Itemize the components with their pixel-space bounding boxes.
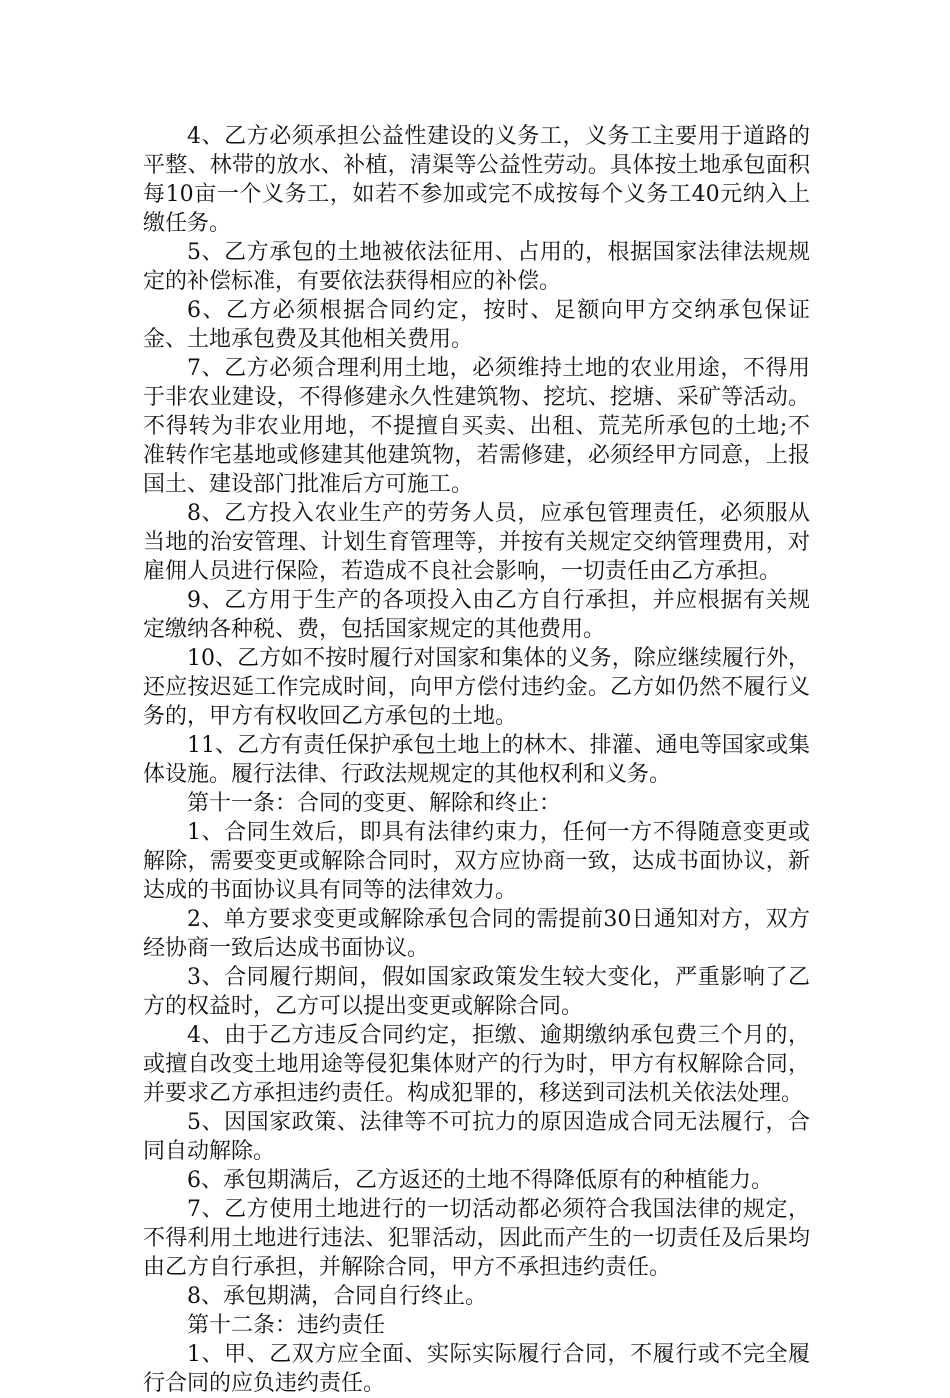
article-11-item-1: 1、合同生效后，即具有法律约束力，任何一方不得随意变更或解除，需要变更或解除合同时，双方应协商一致，达成书面协议，新达成的书面协议具有同等的法律效力。 xyxy=(143,820,810,903)
article-12-item-1: 1、甲、乙双方应全面、实际实际履行合同，不履行或不完全履行合同的应负违约责任。 xyxy=(143,1342,810,1396)
clause-10-obligations: 10、乙方如不按时履行对国家和集体的义务，除应继续履行外，还应按迟延工作完成时间，向甲方偿付违约金。乙方如仍然不履行义务的，甲方有权收回乙方承包的土地。 xyxy=(143,646,810,729)
article-11-item-6: 6、承包期满后，乙方返还的土地不得降低原有的种植能力。 xyxy=(187,1168,773,1193)
article-11-item-7: 7、乙方使用土地进行的一切活动都必须符合我国法律的规定，不得利用土地进行违法、犯罪活动，因此而产生的一切责任及后果均由乙方自行承担，并解除合同，甲方不承担违约责任。 xyxy=(143,1197,810,1280)
article-12-heading: 第十二条：违约责任 xyxy=(187,1313,386,1338)
article-11-item-3: 3、合同履行期间，假如国家政策发生较大变化，严重影响了乙方的权益时，乙方可以提出变更或解除合同。 xyxy=(143,965,810,1019)
article-11-item-5: 5、因国家政策、法律等不可抗力的原因造成合同无法履行，合同自动解除。 xyxy=(143,1110,810,1164)
clause-5-compensation: 5、乙方承包的土地被依法征用、占用的，根据国家法律法规规定的补偿标准，有要依法获得相应的补偿。 xyxy=(143,240,810,294)
document-body xyxy=(143,122,810,1398)
article-11-item-4: 4、由于乙方违反合同约定，拒缴、逾期缴纳承包费三个月的，或擅自改变土地用途等侵犯集体财产的行为时，甲方有权解除合同，并要求乙方承担违约责任。构成犯罪的，移送到司法机关依法处理。 xyxy=(143,1023,810,1106)
clause-9-taxes: 9、乙方用于生产的各项投入由乙方自行承担，并应根据有关规定缴纳各种税、费，包括国家规定的其他费用。 xyxy=(143,588,810,642)
article-11-item-8: 8、承包期满，合同自行终止。 xyxy=(187,1284,487,1309)
article-11-heading: 第十一条：合同的变更、解除和终止： xyxy=(187,791,562,816)
article-11-item-2: 2、单方要求变更或解除承包合同的需提前30日通知对方，双方经协商一致后达成书面协议。 xyxy=(143,907,810,961)
clause-7-land-use: 7、乙方必须合理利用土地，必须维持土地的农业用途，不得用于非农业建设，不得修建永久性建筑物、挖坑、挖塘、采矿等活动。不得转为非农业用地，不提擅自买卖、出租、荒芜所承包的土地;不准转作宅基地或修建其他建筑物，若需修建，必须经甲方同意，上报国土、建设部门批准后方可施工。 xyxy=(143,356,810,497)
clause-4-public-labor: 4、乙方必须承担公益性建设的义务工，义务工主要用于道路的平整、林带的放水、补植，清渠等公益性劳动。具体按土地承包面积每10亩一个义务工，如若不参加或完不成按每个义务工40元纳入上缴任务。 xyxy=(143,124,810,236)
clause-8-labor-management: 8、乙方投入农业生产的劳务人员，应承包管理责任，必须服从当地的治安管理、计划生育管理等，并按有关规定交纳管理费用，对雇佣人员进行保险，若造成不良社会影响，一切责任由乙方承担。 xyxy=(143,501,810,584)
clause-6-fees: 6、乙方必须根据合同约定，按时、足额向甲方交纳承包保证金、土地承包费及其他相关费用。 xyxy=(143,298,810,352)
clause-11-facilities: 11、乙方有责任保护承包土地上的林木、排灌、通电等国家或集体设施。履行法律、行政法规规定的其他权利和义务。 xyxy=(143,733,810,787)
